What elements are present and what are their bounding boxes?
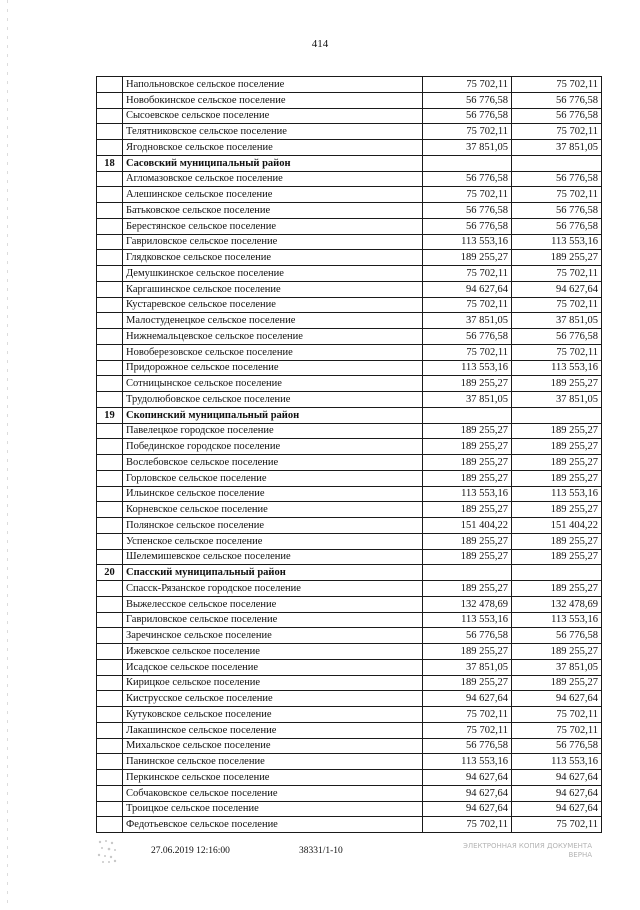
table-row <box>97 581 602 597</box>
table-row <box>97 203 602 219</box>
table-row <box>97 234 602 250</box>
table-row <box>97 470 602 486</box>
table-row <box>97 313 602 329</box>
row-number <box>97 77 123 93</box>
row-number <box>97 124 123 140</box>
amount-1: 189 255,27 <box>423 423 512 439</box>
amount-2: 56 776,58 <box>512 628 602 644</box>
settlement-name: Побединское городское поселение <box>123 439 423 455</box>
settlement-name: Спасск-Рязанское городское поселение <box>123 581 423 597</box>
settlement-name: Полянское сельское поселение <box>123 518 423 534</box>
row-number <box>97 770 123 786</box>
row-number <box>97 644 123 660</box>
table-row <box>97 281 602 297</box>
settlement-name: Сысоевское сельское поселение <box>123 108 423 124</box>
watermark <box>452 842 592 860</box>
settlement-name: Кирицкое сельское поселение <box>123 675 423 691</box>
amount-1: 56 776,58 <box>423 218 512 234</box>
settlement-name: Исадское сельское поселение <box>123 659 423 675</box>
amount-2: 94 627,64 <box>512 770 602 786</box>
amount-1: 189 255,27 <box>423 376 512 392</box>
row-number <box>97 581 123 597</box>
settlement-name: Горловское сельское поселение <box>123 470 423 486</box>
row-number <box>97 502 123 518</box>
row-number <box>97 376 123 392</box>
section-row <box>97 155 602 171</box>
table-row <box>97 124 602 140</box>
amount-2: 56 776,58 <box>512 738 602 754</box>
amount-2: 56 776,58 <box>512 203 602 219</box>
amount-2 <box>512 565 602 581</box>
amount-1: 189 255,27 <box>423 250 512 266</box>
settlement-name: Лакашинское сельское поселение <box>123 722 423 738</box>
amount-2: 189 255,27 <box>512 455 602 471</box>
table-row <box>97 770 602 786</box>
amount-1: 113 553,16 <box>423 234 512 250</box>
watermark-line-1: ЭЛЕКТРОННАЯ КОПИЯ ДОКУМЕНТА <box>462 842 592 850</box>
settlement-name: Перкинское сельское поселение <box>123 770 423 786</box>
amount-2: 94 627,64 <box>512 801 602 817</box>
watermark-line-2: ВЕРНА <box>568 851 592 859</box>
settlement-name: Успенское сельское поселение <box>123 533 423 549</box>
amount-2: 189 255,27 <box>512 581 602 597</box>
amount-2: 189 255,27 <box>512 675 602 691</box>
amount-1: 75 702,11 <box>423 124 512 140</box>
table-row <box>97 817 602 833</box>
row-number <box>97 817 123 833</box>
settlement-name: Нижнемальцевское сельское поселение <box>123 329 423 345</box>
amount-2: 113 553,16 <box>512 754 602 770</box>
amount-1: 132 478,69 <box>423 596 512 612</box>
table-row <box>97 360 602 376</box>
amount-1: 75 702,11 <box>423 344 512 360</box>
amount-2: 113 553,16 <box>512 234 602 250</box>
amount-2: 75 702,11 <box>512 707 602 723</box>
table-row <box>97 644 602 660</box>
table-row <box>97 329 602 345</box>
amount-2: 75 702,11 <box>512 344 602 360</box>
amount-1: 189 255,27 <box>423 549 512 565</box>
amount-2: 94 627,64 <box>512 281 602 297</box>
row-number <box>97 313 123 329</box>
amount-2: 37 851,05 <box>512 140 602 156</box>
settlement-name: Михальское сельское поселение <box>123 738 423 754</box>
amount-1: 189 255,27 <box>423 470 512 486</box>
settlement-name: Ильинское сельское поселение <box>123 486 423 502</box>
table-row <box>97 171 602 187</box>
footer-datetime: 27.06.2019 12:16:00 <box>151 846 230 856</box>
settlement-name: Новоберезовское сельское поселение <box>123 344 423 360</box>
settlement-name: Кутуковское сельское поселение <box>123 707 423 723</box>
stamp-mark <box>96 838 118 864</box>
table-row <box>97 549 602 565</box>
table-row <box>97 250 602 266</box>
amount-1: 151 404,22 <box>423 518 512 534</box>
amount-1: 56 776,58 <box>423 92 512 108</box>
table-row <box>97 691 602 707</box>
amount-1: 189 255,27 <box>423 439 512 455</box>
amount-1: 94 627,64 <box>423 691 512 707</box>
amount-2: 56 776,58 <box>512 329 602 345</box>
table-row <box>97 738 602 754</box>
table-row <box>97 612 602 628</box>
row-number <box>97 392 123 408</box>
table-row <box>97 533 602 549</box>
settlement-name: Придорожное сельское поселение <box>123 360 423 376</box>
row-number: 19 <box>97 407 123 423</box>
amount-1: 56 776,58 <box>423 738 512 754</box>
row-number <box>97 533 123 549</box>
amount-2: 56 776,58 <box>512 218 602 234</box>
amount-2: 113 553,16 <box>512 612 602 628</box>
amount-1 <box>423 565 512 581</box>
amount-2: 189 255,27 <box>512 439 602 455</box>
row-number <box>97 722 123 738</box>
row-number <box>97 628 123 644</box>
table-row <box>97 187 602 203</box>
table-row <box>97 392 602 408</box>
amount-2: 75 702,11 <box>512 187 602 203</box>
row-number <box>97 297 123 313</box>
table-row <box>97 486 602 502</box>
amount-2: 94 627,64 <box>512 691 602 707</box>
settlement-name: Сасовский муниципальный район <box>123 155 423 171</box>
amount-1 <box>423 407 512 423</box>
settlement-name: Напольновское сельское поселение <box>123 77 423 93</box>
amount-1: 56 776,58 <box>423 171 512 187</box>
amount-1: 113 553,16 <box>423 754 512 770</box>
table-row <box>97 785 602 801</box>
table-body <box>97 77 602 833</box>
settlement-name: Корневское сельское поселение <box>123 502 423 518</box>
amount-2: 56 776,58 <box>512 108 602 124</box>
settlement-name: Выжелесское сельское поселение <box>123 596 423 612</box>
table-row <box>97 628 602 644</box>
row-number: 18 <box>97 155 123 171</box>
allocation-table <box>96 76 602 833</box>
table-row <box>97 502 602 518</box>
amount-1: 189 255,27 <box>423 455 512 471</box>
settlement-name: Гавриловское сельское поселение <box>123 612 423 628</box>
amount-1: 75 702,11 <box>423 817 512 833</box>
table-row <box>97 376 602 392</box>
amount-1: 75 702,11 <box>423 187 512 203</box>
settlement-name: Сотницынское сельское поселение <box>123 376 423 392</box>
table-row <box>97 707 602 723</box>
settlement-name: Каргашинское сельское поселение <box>123 281 423 297</box>
amount-1: 113 553,16 <box>423 612 512 628</box>
settlement-name: Федотьевское сельское поселение <box>123 817 423 833</box>
amount-1: 37 851,05 <box>423 140 512 156</box>
settlement-name: Демушкинское сельское поселение <box>123 266 423 282</box>
amount-1: 56 776,58 <box>423 108 512 124</box>
row-number <box>97 218 123 234</box>
row-number <box>97 518 123 534</box>
settlement-name: Гавриловское сельское поселение <box>123 234 423 250</box>
table-row <box>97 108 602 124</box>
table-row <box>97 754 602 770</box>
row-number <box>97 439 123 455</box>
settlement-name: Берестянское сельское поселение <box>123 218 423 234</box>
settlement-name: Ижевское сельское поселение <box>123 644 423 660</box>
settlement-name: Глядковское сельское поселение <box>123 250 423 266</box>
amount-1: 189 255,27 <box>423 581 512 597</box>
amount-1: 37 851,05 <box>423 659 512 675</box>
amount-1: 37 851,05 <box>423 392 512 408</box>
row-number <box>97 549 123 565</box>
amount-2: 75 702,11 <box>512 297 602 313</box>
amount-1: 75 702,11 <box>423 297 512 313</box>
amount-2: 132 478,69 <box>512 596 602 612</box>
table-row <box>97 722 602 738</box>
settlement-name: Новобокинское сельское поселение <box>123 92 423 108</box>
amount-1: 113 553,16 <box>423 360 512 376</box>
row-number <box>97 612 123 628</box>
row-number <box>97 329 123 345</box>
row-number <box>97 281 123 297</box>
row-number <box>97 659 123 675</box>
amount-1: 56 776,58 <box>423 203 512 219</box>
amount-1: 189 255,27 <box>423 533 512 549</box>
settlement-name: Павелецкое городское поселение <box>123 423 423 439</box>
table-row <box>97 140 602 156</box>
amount-1: 94 627,64 <box>423 785 512 801</box>
settlement-name: Спасский муниципальный район <box>123 565 423 581</box>
row-number <box>97 92 123 108</box>
amount-1: 189 255,27 <box>423 644 512 660</box>
amount-2: 113 553,16 <box>512 486 602 502</box>
settlement-name: Ягодновское сельское поселение <box>123 140 423 156</box>
amount-2: 189 255,27 <box>512 423 602 439</box>
table-row <box>97 518 602 534</box>
table-row <box>97 675 602 691</box>
scan-edge-noise <box>6 0 9 905</box>
amount-1: 37 851,05 <box>423 313 512 329</box>
amount-1: 75 702,11 <box>423 77 512 93</box>
settlement-name: Шелемишевское сельское поселение <box>123 549 423 565</box>
amount-1: 94 627,64 <box>423 801 512 817</box>
settlement-name: Телятниковское сельское поселение <box>123 124 423 140</box>
row-number <box>97 423 123 439</box>
settlement-name: Заречинское сельское поселение <box>123 628 423 644</box>
amount-1: 75 702,11 <box>423 707 512 723</box>
settlement-name: Алешинское сельское поселение <box>123 187 423 203</box>
row-number <box>97 171 123 187</box>
amount-2: 113 553,16 <box>512 360 602 376</box>
row-number <box>97 108 123 124</box>
row-number <box>97 707 123 723</box>
table-row <box>97 423 602 439</box>
row-number <box>97 360 123 376</box>
table-row <box>97 266 602 282</box>
row-number <box>97 486 123 502</box>
table-row <box>97 659 602 675</box>
row-number <box>97 596 123 612</box>
amount-1: 189 255,27 <box>423 502 512 518</box>
amount-1: 94 627,64 <box>423 770 512 786</box>
settlement-name: Собчаковское сельское поселение <box>123 785 423 801</box>
amount-2: 37 851,05 <box>512 392 602 408</box>
settlement-name: Агломазовское сельское поселение <box>123 171 423 187</box>
settlement-name: Троицкое сельское поселение <box>123 801 423 817</box>
row-number <box>97 801 123 817</box>
row-number <box>97 203 123 219</box>
amount-2: 75 702,11 <box>512 817 602 833</box>
settlement-name: Скопинский муниципальный район <box>123 407 423 423</box>
amount-2: 75 702,11 <box>512 77 602 93</box>
amount-2: 189 255,27 <box>512 376 602 392</box>
row-number <box>97 470 123 486</box>
amount-2: 56 776,58 <box>512 92 602 108</box>
settlement-name: Батьковское сельское поселение <box>123 203 423 219</box>
amount-2: 75 702,11 <box>512 722 602 738</box>
amount-2 <box>512 155 602 171</box>
amount-2: 189 255,27 <box>512 470 602 486</box>
row-number <box>97 234 123 250</box>
table-row <box>97 92 602 108</box>
table-row <box>97 455 602 471</box>
row-number <box>97 250 123 266</box>
amount-2: 37 851,05 <box>512 659 602 675</box>
amount-2: 189 255,27 <box>512 644 602 660</box>
table-row <box>97 297 602 313</box>
amount-2: 75 702,11 <box>512 124 602 140</box>
amount-1: 75 702,11 <box>423 266 512 282</box>
amount-2: 189 255,27 <box>512 533 602 549</box>
amount-2: 56 776,58 <box>512 171 602 187</box>
row-number <box>97 187 123 203</box>
row-number <box>97 266 123 282</box>
row-number <box>97 785 123 801</box>
row-number <box>97 754 123 770</box>
settlement-name: Панинское сельское поселение <box>123 754 423 770</box>
amount-2: 94 627,64 <box>512 785 602 801</box>
amount-2: 37 851,05 <box>512 313 602 329</box>
row-number <box>97 140 123 156</box>
table-row <box>97 218 602 234</box>
page-number: 414 <box>311 38 329 50</box>
settlement-name: Малостуденецкое сельское поселение <box>123 313 423 329</box>
row-number <box>97 344 123 360</box>
amount-1: 56 776,58 <box>423 329 512 345</box>
table-row <box>97 596 602 612</box>
section-row <box>97 407 602 423</box>
section-row <box>97 565 602 581</box>
row-number <box>97 455 123 471</box>
settlement-name: Вослебовское сельское поселение <box>123 455 423 471</box>
footer-doc-number: 38331/1-10 <box>299 846 343 856</box>
amount-2: 75 702,11 <box>512 266 602 282</box>
settlement-name: Кустаревское сельское поселение <box>123 297 423 313</box>
settlement-name: Киструсское сельское поселение <box>123 691 423 707</box>
row-number <box>97 675 123 691</box>
amount-2: 189 255,27 <box>512 502 602 518</box>
row-number <box>97 691 123 707</box>
amount-1 <box>423 155 512 171</box>
amount-1: 189 255,27 <box>423 675 512 691</box>
row-number: 20 <box>97 565 123 581</box>
table-row <box>97 77 602 93</box>
amount-1: 94 627,64 <box>423 281 512 297</box>
table-row <box>97 801 602 817</box>
amount-2: 189 255,27 <box>512 549 602 565</box>
table-row <box>97 344 602 360</box>
amount-1: 75 702,11 <box>423 722 512 738</box>
amount-1: 56 776,58 <box>423 628 512 644</box>
amount-2: 151 404,22 <box>512 518 602 534</box>
amount-1: 113 553,16 <box>423 486 512 502</box>
row-number <box>97 738 123 754</box>
settlement-name: Трудолюбовское сельское поселение <box>123 392 423 408</box>
amount-2 <box>512 407 602 423</box>
table-row <box>97 439 602 455</box>
amount-2: 189 255,27 <box>512 250 602 266</box>
